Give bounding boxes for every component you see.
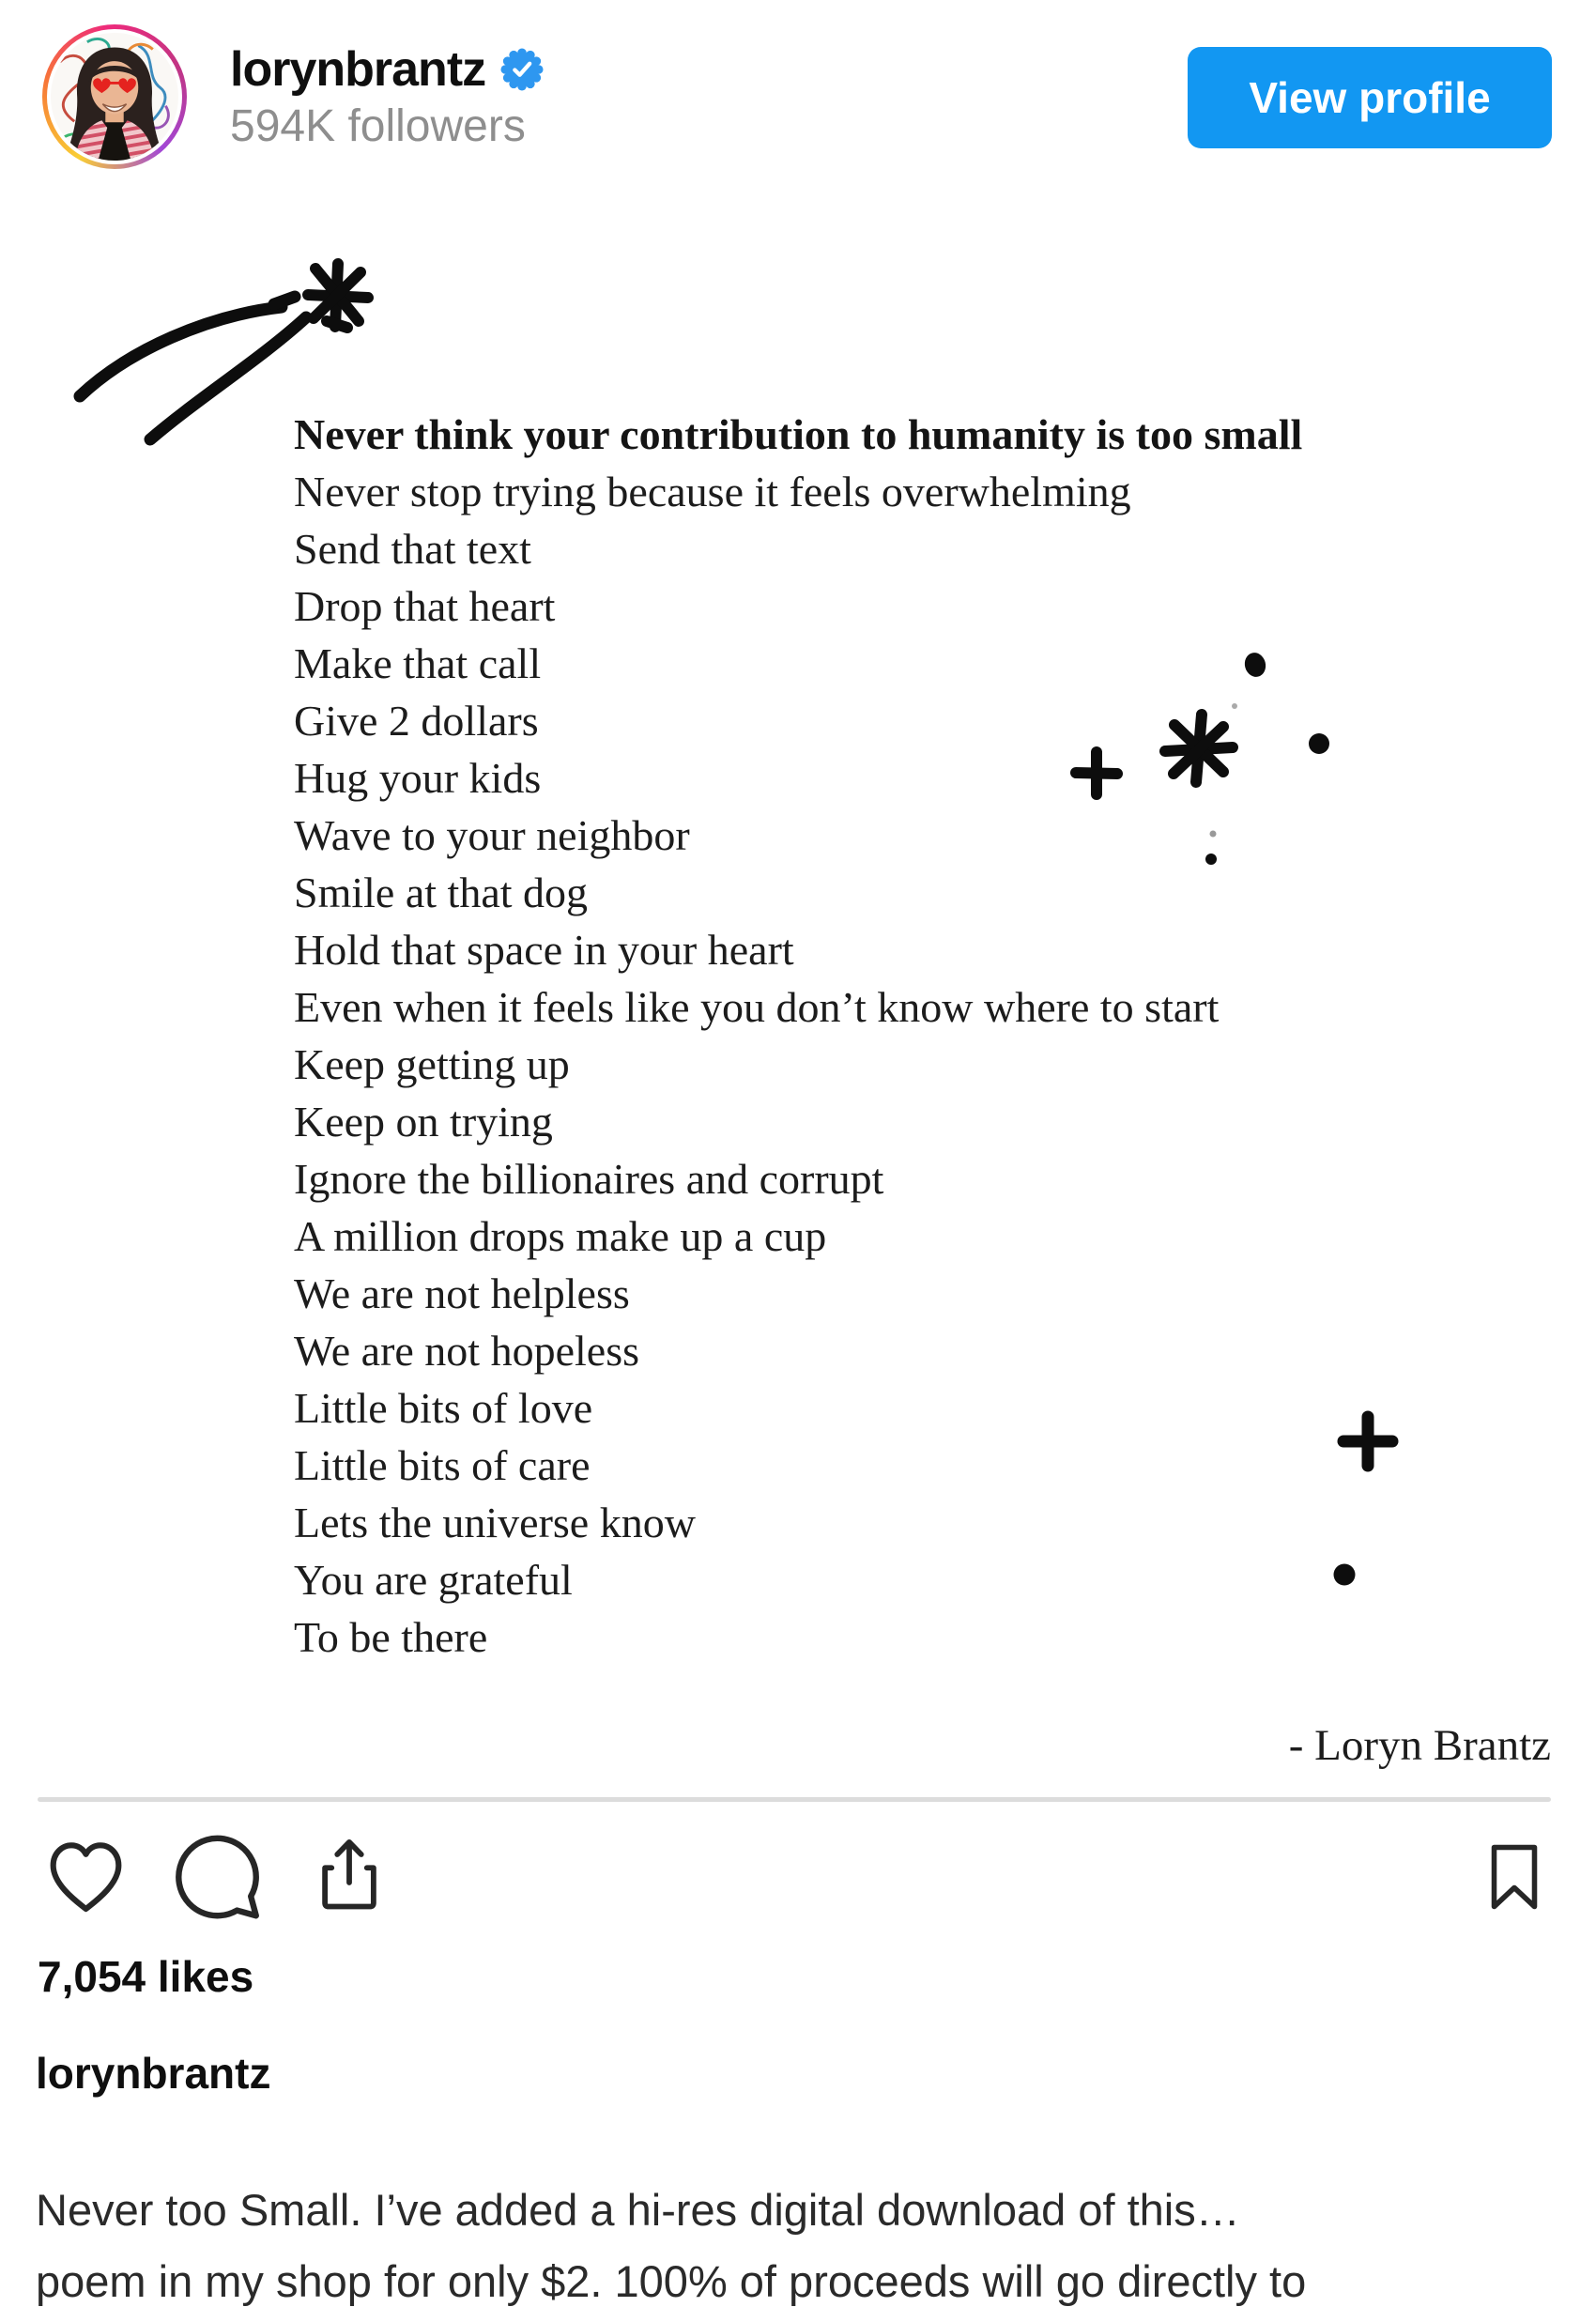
share-button[interactable] <box>307 1832 391 1922</box>
poem-line: Hug your kids <box>294 754 542 802</box>
caption-text-line1: Never too Small. I’ve added a hi-res digital download of this… <box>36 2185 1240 2235</box>
poem-attribution: - Loryn Brantz <box>1288 1721 1551 1770</box>
share-arrow-icon <box>307 1832 391 1922</box>
poem-line: Keep getting up <box>294 1040 570 1088</box>
view-profile-button[interactable]: View profile <box>1188 47 1552 148</box>
like-button[interactable] <box>41 1832 130 1922</box>
avatar-photo <box>47 29 182 164</box>
poem-text <box>294 406 1589 1666</box>
avatar[interactable] <box>42 24 187 169</box>
caption-text-line2: poem in my shop for only $2. 100% of proceeds will go directly to <box>36 2256 1307 2306</box>
poem-line: You are grateful <box>294 1556 573 1604</box>
post-header <box>0 0 1596 169</box>
poem-line: Make that call <box>294 639 542 687</box>
poem-line: To be there <box>294 1613 488 1661</box>
poem-line: Wave to your neighbor <box>294 811 690 859</box>
poem-title: Never think your contribution to humanity is too small <box>294 410 1303 458</box>
save-button[interactable] <box>1474 1832 1555 1922</box>
poem-line: Hold that space in your heart <box>294 926 794 974</box>
poem-line: Little bits of care <box>294 1441 591 1489</box>
comment-button[interactable] <box>171 1830 264 1924</box>
verified-badge-icon <box>500 48 544 91</box>
poem-line: Drop that heart <box>294 582 556 630</box>
poem-line: Ignore the billionaires and corrupt <box>294 1155 884 1203</box>
poem-line: Little bits of love <box>294 1384 593 1432</box>
divider <box>38 1797 1551 1802</box>
poem-line: A million drops make up a cup <box>294 1212 827 1260</box>
poem-line: Smile at that dog <box>294 869 589 916</box>
username[interactable]: lorynbrantz <box>230 42 486 97</box>
caption-author[interactable]: lorynbrantz <box>36 2049 271 2098</box>
poem-line: Never stop trying because it feels overwhelming <box>294 468 1131 515</box>
followers-count: 594K followers <box>230 101 526 151</box>
poem-line: Keep on trying <box>294 1098 553 1146</box>
likes-count[interactable]: 7,054 likes <box>38 1952 254 2001</box>
poem-line: We are not helpless <box>294 1269 630 1317</box>
poem-line: We are not hopeless <box>294 1327 639 1375</box>
poem-line: Lets the universe know <box>294 1499 696 1546</box>
comment-bubble-icon <box>171 1830 264 1924</box>
poem-line: Give 2 dollars <box>294 697 539 745</box>
poem-line: Even when it feels like you don’t know where to start <box>294 983 1220 1031</box>
poem-line: Send that text <box>294 525 531 573</box>
post-image[interactable] <box>0 169 1596 1796</box>
bookmark-icon <box>1474 1832 1555 1922</box>
heart-icon <box>41 1832 130 1922</box>
